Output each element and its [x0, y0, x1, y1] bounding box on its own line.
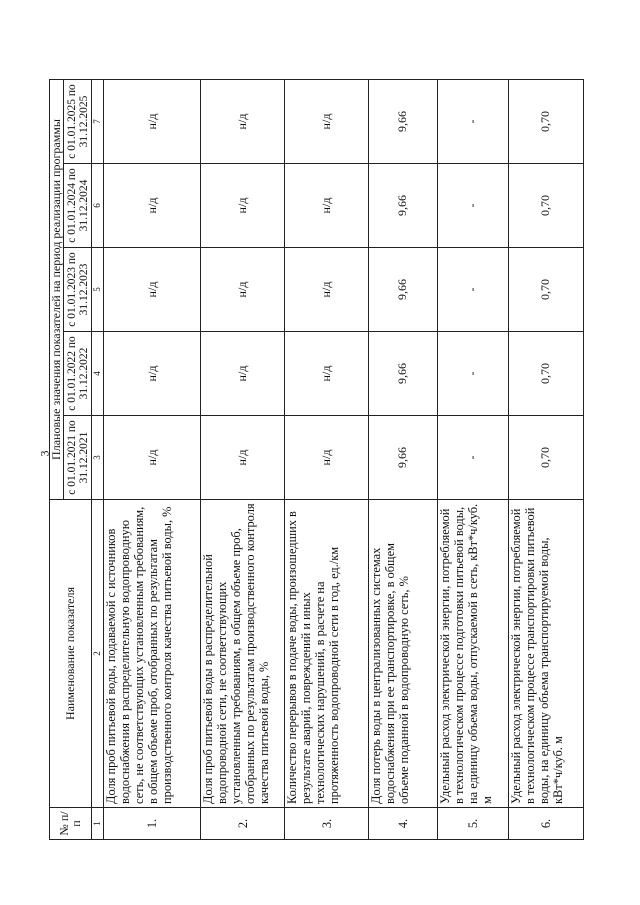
indicator-name: Доля потерь воды в централизованных системах водоснабжения при ее транспортировке, в общем объеме поданной в водопроводную сеть, % [369, 500, 438, 808]
indicator-value: - [437, 332, 509, 416]
indicator-value: н/д [285, 164, 369, 248]
header-period: с 01.01.2021 по 31.12.2021 [64, 416, 92, 500]
table-row [285, 79, 369, 839]
indicator-value: н/д [285, 416, 369, 500]
column-numbers-row [91, 79, 103, 839]
indicator-value: 9,66 [369, 164, 438, 248]
indicator-value: 9,66 [369, 332, 438, 416]
indicator-value: н/д [201, 332, 285, 416]
indicator-value: 9,66 [369, 416, 438, 500]
header-planned-values: Плановые значения показателей на период реализации программы [50, 79, 64, 499]
indicator-value: - [437, 248, 509, 332]
row-number: 3. [285, 808, 369, 840]
indicator-value: 0,70 [509, 164, 584, 248]
row-number: 1. [104, 808, 201, 840]
indicator-value: н/д [104, 332, 201, 416]
indicator-value: н/д [104, 79, 201, 163]
header-name: Наименование показателя [50, 500, 92, 808]
indicator-value: н/д [201, 416, 285, 500]
row-number: 4. [369, 808, 438, 840]
header-period: с 01.01.2023 по 31.12.2023 [64, 248, 92, 332]
indicator-name: Доля проб питьевой воды в распределительной водопроводной сети, не соответствующих установленным требованиям, в общем объеме проб, отобранных по результатам производственного контроля качества питьевой воды, % [201, 500, 285, 808]
indicator-value: н/д [201, 164, 285, 248]
indicator-value: н/д [104, 164, 201, 248]
table-row [201, 79, 285, 839]
page-number: 3 [37, 450, 52, 457]
table-row [104, 79, 201, 839]
column-number: 1 [91, 808, 103, 840]
indicator-name: Удельный расход электрической энергии, потребляемой в технологическом процессе транспортировки питьевой воды, на единицу объема транспортируемой воды, кВт*ч/куб. м [509, 500, 584, 808]
header-row-1 [50, 79, 64, 839]
column-number: 4 [91, 332, 103, 416]
table-row [509, 79, 584, 839]
indicator-value: 9,66 [369, 248, 438, 332]
indicator-value: 0,70 [509, 416, 584, 500]
indicator-name: Удельный расход электрической энергии, потребляемой в технологическом процессе подготовки питьевой воды, на единицу объема воды, отпускаемой в сеть, кВт*ч/куб. м [437, 500, 509, 808]
column-number: 5 [91, 248, 103, 332]
indicator-value: 0,70 [509, 79, 584, 163]
column-number: 6 [91, 164, 103, 248]
indicator-value: - [437, 79, 509, 163]
indicator-value: н/д [285, 332, 369, 416]
indicator-value: н/д [201, 248, 285, 332]
indicator-value: 0,70 [509, 332, 584, 416]
row-number: 5. [437, 808, 509, 840]
column-number: 2 [91, 500, 103, 808]
header-period: с 01.01.2022 по 31.12.2022 [64, 332, 92, 416]
rotated-table-container [49, 80, 584, 840]
table-row [369, 79, 438, 839]
header-period: с 01.01.2025 по 31.12.2025 [64, 79, 92, 163]
indicator-value: н/д [104, 416, 201, 500]
indicator-value: - [437, 164, 509, 248]
indicator-name: Доля проб питьевой воды, подаваемой с источников водоснабжения в распределительную водопроводную сеть, не соответствующих установленным требованиям, в общем объеме проб, отобранных по результатам производственного контроля качества питьевой воды, % [104, 500, 201, 808]
row-number: 6. [509, 808, 584, 840]
indicator-name: Количество перерывов в подаче воды, произошедших в результате аварий, повреждений и иных технологических нарушений, в расчете на протяженность водопроводной сети в год, ед./км [285, 500, 369, 808]
indicator-value: н/д [285, 79, 369, 163]
indicator-value: 0,70 [509, 248, 584, 332]
indicators-table [49, 79, 584, 840]
header-period: с 01.01.2024 по 31.12.2024 [64, 164, 92, 248]
column-number: 7 [91, 79, 103, 163]
indicator-value: 9,66 [369, 79, 438, 163]
indicator-value: н/д [201, 79, 285, 163]
indicator-value: - [437, 416, 509, 500]
indicator-value: н/д [285, 248, 369, 332]
table-row [437, 79, 509, 839]
column-number: 3 [91, 416, 103, 500]
header-num: № п/п [50, 808, 92, 840]
indicator-value: н/д [104, 248, 201, 332]
row-number: 2. [201, 808, 285, 840]
